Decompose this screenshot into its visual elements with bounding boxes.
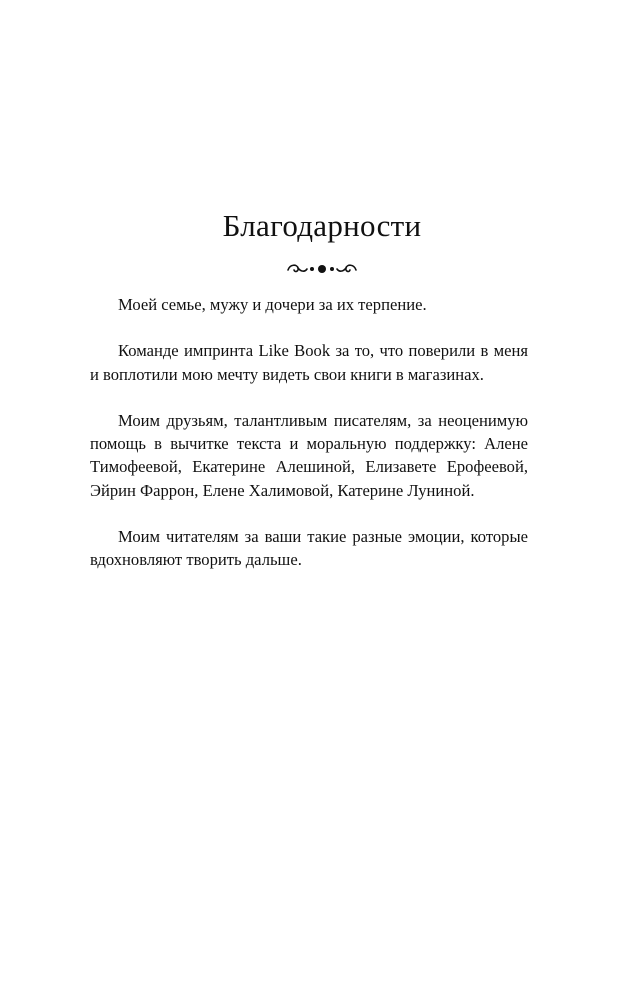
paragraph-friends: Моим друзьям, талантливым писателям, за неоценимую помощь в вычитке текста и моральную поддержку: Алене Тимофеевой, Екатерине Алешиной, Елизавете Ерофеевой, Эйрин Фаррон, Елене Халимовой, Катерине Луниной. xyxy=(90,410,528,500)
paragraph-family: Моей семье, мужу и дочери за их терпение. xyxy=(118,295,427,314)
fleuron-ornament-icon xyxy=(0,259,644,283)
paragraph-readers: Моим читателям за ваши такие разные эмоции, которые вдохновляют творить дальше. xyxy=(90,526,528,570)
page-title: Благодарности xyxy=(222,208,422,243)
paragraph-publisher: Команде импринта Like Book за то, что поверили в меня и воплотили мою мечту видеть свои книги в магазинах. xyxy=(90,341,528,384)
acknowledgements-text xyxy=(90,293,528,595)
